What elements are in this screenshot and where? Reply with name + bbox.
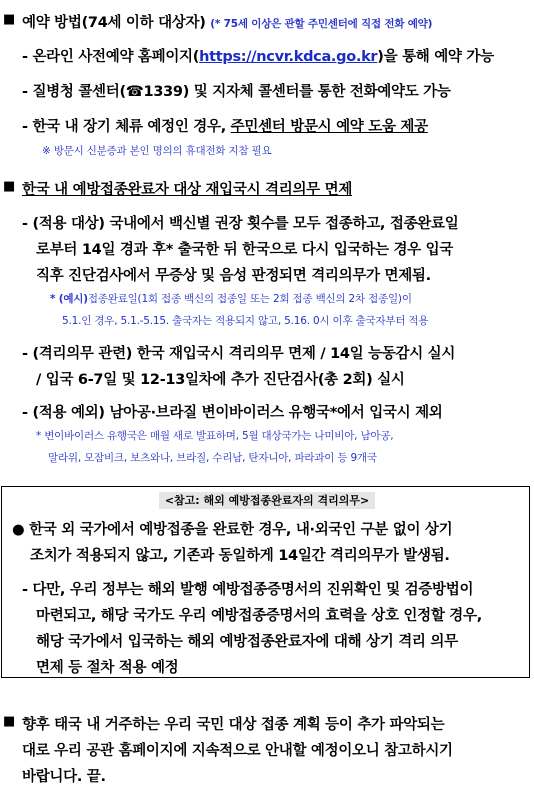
scope-line-2: 로부터 14일 경과 후* 출국한 뒤 한국으로 다시 입국하는 경우 입국: [36, 242, 454, 258]
closing-line-2: 대로 우리 공관 홈페이지에 지속적으로 안내할 예정이오니 참고하시기: [22, 743, 453, 759]
visit-note: ※ 방문시 신분증과 본인 명의의 휴대전화 지참 필요: [42, 145, 272, 157]
item-text: )을 통해 예약 가능: [377, 49, 494, 65]
example-note-line-1: [50, 291, 412, 306]
scope-line-1: - (적용 대상) 국내에서 백신별 권장 횟수를 모두 접종하고, 접종완료일: [22, 216, 459, 232]
reference-title-text: <참고: 해외 예방접종완료자의 격리의무>: [159, 492, 375, 509]
gov-line-4: 면제 등 절차 적용 예정: [36, 660, 179, 676]
item-text: - 온라인 사전예약 홈페이지(: [22, 49, 200, 65]
item-text: - 한국 내 장기 체류 예정인 경우,: [22, 119, 231, 135]
item-underlined: 주민센터 방문시 예약 도움 제공: [230, 119, 428, 135]
example-note-line-2: 5.1.인 경우, 5.1.-5.15. 출국자는 적용되지 않고, 5.16. 0시 이후 출국자부터 적용: [62, 315, 429, 327]
section-heading-quarantine: 한국 내 예방접종완료자 대상 재입국시 격리의무 면제: [22, 182, 353, 198]
scope-line-3: 직후 진단검사에서 무증상 및 음성 판정되면 격리의무가 면제됨.: [36, 268, 431, 284]
bullet-square: ■: [3, 179, 16, 194]
section-heading-reservation: [22, 11, 432, 32]
example-text: 접종완료일(1회 접종 백신의 접종일 또는 2회 접종 백신의 2차 접종일)이: [87, 293, 412, 305]
exception-line: - (적용 예외) 남아공·브라질 변이바이러스 유행국*에서 입국시 제외: [22, 405, 443, 421]
gov-line-3: 해당 국가에서 입국하는 해외 예방접종완료자에 대해 상기 격리 의무: [36, 634, 458, 650]
overseas-line-2: 조치가 적용되지 않고, 기존과 동일하게 14일간 격리의무가 발생됨.: [30, 548, 450, 564]
quarantine-line-1: - (격리의무 관련) 한국 재입국시 격리의무 면제 / 14일 능동감시 실시: [22, 346, 456, 362]
gov-line-1: - 다만, 우리 정부는 해외 발행 예방접종증명서의 진위확인 및 검증방법이: [22, 582, 474, 598]
long-stay-item: [22, 115, 428, 136]
quarantine-line-2: / 입국 6-7일 및 12-13일차에 추가 진단검사(총 2회) 실시: [36, 372, 405, 388]
gov-line-2: 마련되고, 해당 국가도 우리 예방접종증명서의 효력을 상호 인정할 경우,: [36, 608, 482, 624]
example-label: * (예시): [50, 293, 88, 305]
bullet-square: ■: [3, 12, 16, 27]
bullet-square: ■: [3, 714, 16, 729]
reference-box-title: [0, 492, 534, 508]
closing-line-1: 향후 태국 내 거주하는 우리 국민 대상 접종 계획 등이 추가 파악되는: [22, 717, 445, 733]
callcenter-item: - 질병청 콜센터(☎1339) 및 지자체 콜센터를 통한 전화예약도 가능: [22, 84, 451, 100]
overseas-line-1: ● 한국 외 국가에서 예방접종을 완료한 경우, 내·외국인 구분 없이 상기: [12, 522, 453, 538]
heading-note: (* 75세 이상은 관할 주민센터에 직접 전화 예약): [210, 18, 433, 30]
online-reservation-item: [22, 45, 494, 66]
variant-note-line-2: 말라위, 모잠비크, 보츠와나, 브라질, 수리남, 탄자니아, 파라과이 등 9개국: [48, 452, 377, 464]
variant-note-line-1: * 변이바이러스 유행국은 매월 새로 발표하며, 5월 대상국가는 나미비아, 남아공,: [36, 430, 394, 442]
heading-text: 예약 방법(74세 이하 대상자): [22, 15, 206, 31]
reservation-link[interactable]: https://ncvr.kdca.go.kr: [199, 49, 378, 65]
closing-line-3: 바랍니다. 끝.: [22, 769, 106, 785]
